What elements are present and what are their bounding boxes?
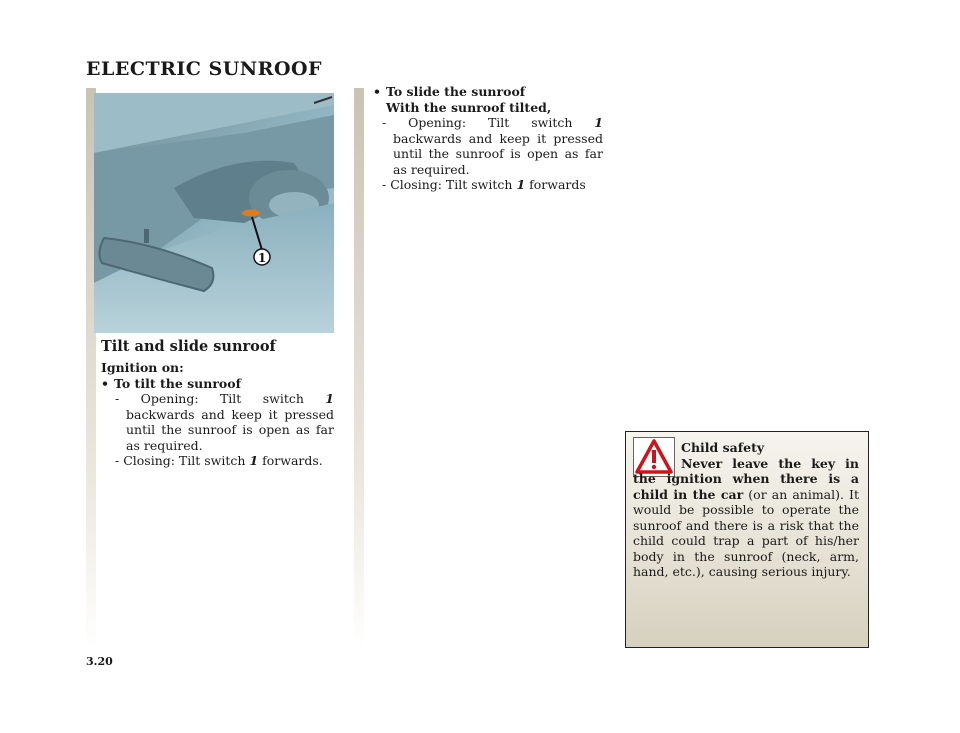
tilt-opening-step: - Opening: Tilt switch 1 backwards and keep it pressed until the sunroof is open as far as required. (115, 391, 334, 453)
child-safety-warning-box (625, 431, 869, 648)
ignition-label: Ignition on: (101, 360, 184, 375)
slide-title: To slide the sunroof (386, 84, 526, 99)
bullet-mark: • (101, 375, 109, 391)
left-column (101, 360, 334, 469)
middle-margin-bar (354, 88, 364, 648)
slide-bullet (373, 84, 603, 100)
right-column (373, 84, 603, 193)
tilt-closing-step: - Closing: Tilt switch 1 forwards. (115, 453, 323, 468)
tilt-bullet (101, 376, 334, 392)
tilt-title: To tilt the sunroof (114, 375, 241, 391)
slide-opening-step: - Opening: Tilt switch 1 backwards and keep it pressed until the sunroof is open as far as required. (382, 115, 603, 177)
sunroof-switch-photo (94, 93, 334, 333)
bullet-mark: • (373, 84, 381, 99)
warning-text (633, 440, 859, 580)
section-heading: Tilt and slide sunroof (101, 338, 276, 355)
warning-title: Child safety (681, 440, 765, 455)
tilted-condition: With the sunroof tilted, (386, 99, 552, 115)
callout-1-label: 1 (257, 251, 267, 265)
slide-closing-step: - Closing: Tilt switch 1 forwards (382, 177, 586, 192)
warning-body: Never leave the key in the ignition when there is a child in the car (or an animal). It would be possible to operate the sunroof and there is a risk that the child could trap a part of his/her body in the sunroof (neck, arm, hand, etc.), causing serious injury. (633, 455, 859, 579)
page-number: 3.20 (86, 655, 113, 668)
page-title: ELECTRIC SUNROOF (86, 58, 323, 80)
